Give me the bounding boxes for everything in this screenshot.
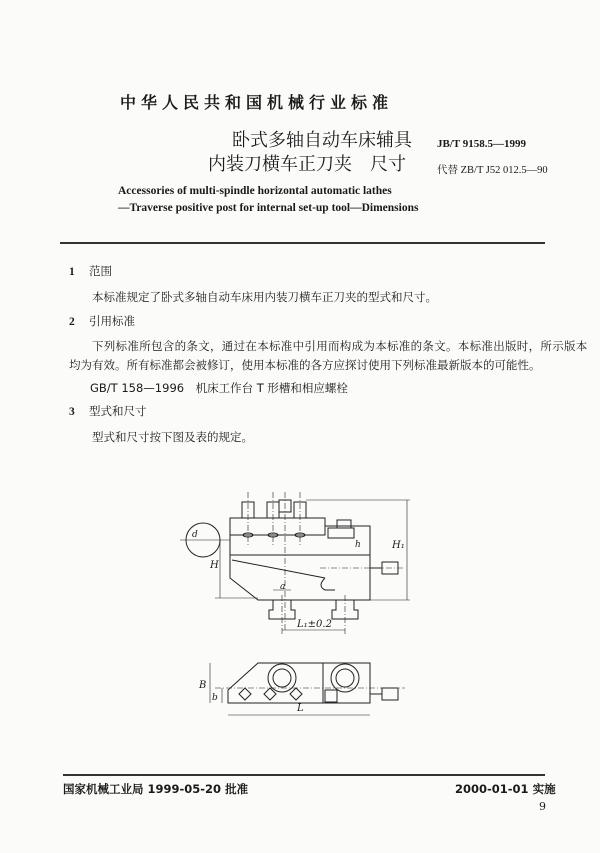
section-heading-3 xyxy=(69,403,147,419)
approval-info: 国家机械工业局 1999-05-20 批准 xyxy=(63,782,249,796)
t-slot-feet xyxy=(269,600,358,619)
section-heading-1 xyxy=(69,263,112,279)
label-L: L xyxy=(297,703,304,714)
plan-view xyxy=(210,663,405,715)
label-a: a xyxy=(280,582,286,592)
english-title-line1: Accessories of multi-spindle horizontal automatic lathes xyxy=(118,185,392,197)
section-title: 型式和尺寸 xyxy=(89,404,147,418)
label-B: B xyxy=(199,680,207,691)
header-divider xyxy=(60,242,545,244)
paragraph: 型式和尺寸按下图及表的规定。 xyxy=(92,430,253,444)
english-title-line2: —Traverse positive post for internal set-up tool—Dimensions xyxy=(118,202,419,214)
section-title: 引用标准 xyxy=(89,314,135,328)
section-number: 1 xyxy=(69,266,75,278)
standard-code: JB/T 9158.5—1999 xyxy=(437,138,527,150)
section-title: 范围 xyxy=(89,264,112,278)
section-number: 2 xyxy=(69,316,75,328)
effective-date: 2000-01-01 实施 xyxy=(455,782,556,796)
paragraph: 本标准规定了卧式多轴自动车床用内装刀横车正刀夹的型式和尺寸。 xyxy=(92,290,437,304)
label-b: b xyxy=(212,693,218,703)
page-number: 9 xyxy=(539,800,546,813)
section-heading-2 xyxy=(69,313,135,329)
bolts xyxy=(242,500,398,574)
label-d: d xyxy=(192,530,198,540)
label-L1: L₁±0.2 xyxy=(297,619,332,630)
referenced-standard: GB/T 158—1996 机床工作台 T 形槽和相应螺栓 xyxy=(90,381,348,395)
document-title-line2: 内装刀横车正刀夹 尺寸 xyxy=(208,154,406,175)
label-h: h xyxy=(355,540,361,550)
label-H: H xyxy=(210,560,219,571)
tool-post-drawing xyxy=(170,480,430,730)
replaces-standard: 代替 ZB/T J52 012.5—90 xyxy=(437,165,548,176)
label-H1: H₁ xyxy=(392,540,405,551)
paragraph: 均为有效。所有标准都会被修订，使用本标准的各方应探讨使用下列标准最新版本的可能性。 xyxy=(69,358,541,372)
document-title-line1: 卧式多轴自动车床辅具 xyxy=(232,130,412,151)
issuing-body-title: 中华人民共和国机械行业标准 xyxy=(120,93,394,112)
footer-divider xyxy=(63,774,545,776)
section-number: 3 xyxy=(69,406,75,418)
paragraph: 下列标准所包含的条文，通过在本标准中引用而构成为本标准的条文。本标准出版时，所示版本 xyxy=(92,339,588,353)
